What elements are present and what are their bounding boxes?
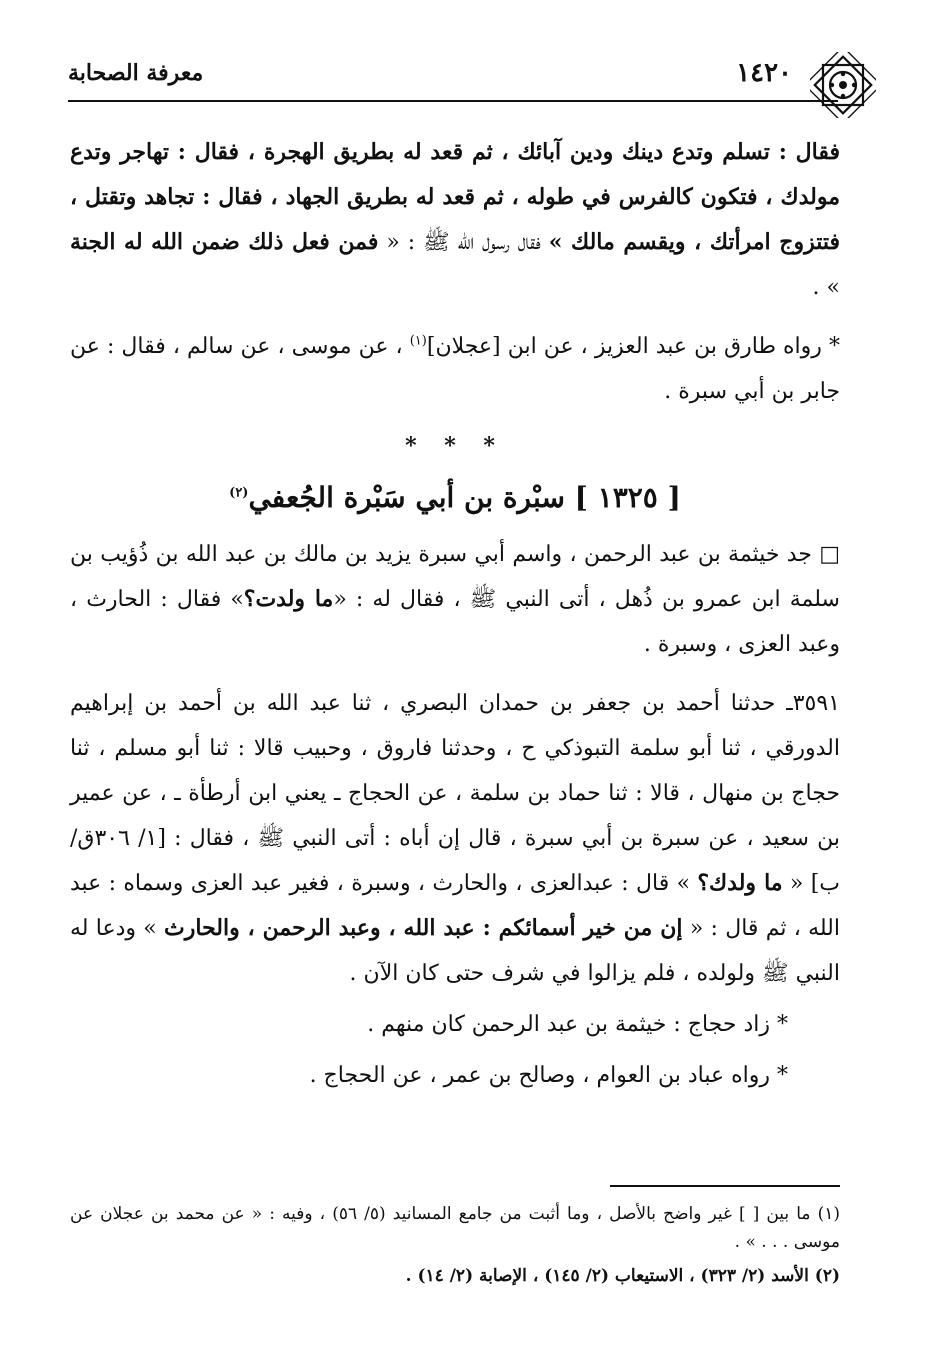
narration-note-end: ، عن موسى ، عن سالم ، فقال : عن جابر بن أبي سبرة . xyxy=(70,334,840,404)
page-header xyxy=(68,52,876,98)
prophetic-question: ما ولدت؟ xyxy=(243,586,334,612)
narration-text: فقال رسول الله ﷺ : « xyxy=(378,230,549,255)
footnote-1: (١) ما بين [ ] غير واضح بالأصل ، وما أثبت من جامع المسانيد (٥/ ٥٦) ، وفيه : « عن محمد بن عجلان عن موسى . . . » . xyxy=(70,1204,840,1252)
footnote-ref-1[interactable]: (١) xyxy=(409,333,427,349)
quoted-speech: فقال : تسلم وتدع دينك ودين آبائك ، ثم قعد له بطريق الهجرة ، فقال : تهاجر وتدع مولدك ، فتكون كالفرس في طوله ، ثم قعد له بطريق الجهاد ، فقال : تجاهد وتقتل ، فتتزوج امرأتك ، ويقسم مالك » xyxy=(70,139,840,255)
footnote-ref-2[interactable]: (٢) xyxy=(229,485,249,501)
section-separator: * * * xyxy=(405,433,505,459)
octagonal-star-ornament-icon xyxy=(810,52,876,118)
isnad-text: ٣٥٩١ـ حدثنا أحمد بن جعفر بن حمدان البصري ، ثنا عبد الله بن أحمد بن إبراهيم الدورقي ، ثنا أبو سلمة التبوذكي ح ، وحدثنا فاروق ، وحبيب قالا : ثنا أبو مسلم ، ثنا حجاج بن منهال ، قالا : ثنا حماد بن سلمة ، عن الحجاج ـ يعني ابن أرطأة ـ ، عن عمير بن سعيد ، عن سبرة بن أبي سبرة ، قال إن أباه : أتى النبي ﷺ ، فقال : [١/ ٣٠٦ق/ ب] « xyxy=(70,691,841,896)
footnote-rule xyxy=(610,1185,840,1187)
paragraph-narration-note xyxy=(70,324,840,414)
footnote-2: (٢) الأسد (٢/ ٣٢٣) ، الاستيعاب (٢/ ١٤٥) ، الإصابة (٢/ ١٤) . xyxy=(405,1266,840,1286)
main-text xyxy=(70,130,840,1098)
prophetic-question: ما ولدك؟ xyxy=(697,870,783,896)
prophetic-saying: فمن فعل ذلك ضمن الله له الجنة xyxy=(70,229,379,255)
paragraph-hadith-continuation xyxy=(70,130,840,310)
entry-heading xyxy=(70,472,840,524)
header-rule xyxy=(68,100,838,102)
narration-text-end: » ودعا له النبي ﷺ ولولده ، فلم يزالوا في شرف حتى كان الآن . xyxy=(70,916,840,986)
paragraph-biography xyxy=(70,532,840,667)
paragraph-riwaya-note: * رواه عباد بن العوام ، وصالح بن عمر ، عن الحجاج . xyxy=(309,1063,788,1088)
page-number: ١٤٢٠ xyxy=(736,58,792,88)
narration-note-start: * رواه طارق بن عبد العزيز ، عن ابن [عجلان] xyxy=(426,334,840,359)
paragraph-addition-note: * زاد حجاج : خيثمة بن عبد الرحمن كان منهم . xyxy=(367,1012,788,1037)
running-title: معرفة الصحابة xyxy=(68,60,204,86)
biography-answer: » فقال : الحارث ، وعبد العزى ، وسبرة . xyxy=(70,587,840,657)
footnotes xyxy=(70,1200,840,1290)
narration-text: » قال : عبدالعزى ، والحارث ، وسبرة ، فغير عبد العزى وسماه : عبد الله ، ثم قال : « xyxy=(70,871,840,941)
paragraph-hadith-3591 xyxy=(70,681,840,996)
closing-quote: » . xyxy=(812,275,840,300)
prophetic-saying: إن من خير أسمائكم : عبد الله ، وعبد الرحمن ، والحارث xyxy=(164,915,683,941)
biography-text: □ جد خيثمة بن عبد الرحمن ، واسم أبي سبرة يزيد بن مالك بن عبد الله بن ذُؤيب بن سلمة ابن عمرو بن ذُهل ، أتى النبي ﷺ ، فقال له : « xyxy=(70,542,840,612)
entry-title-text: [ ١٣٢٥ ] سبْرة بن أبي سَبْرة الجُعفي xyxy=(248,481,681,514)
